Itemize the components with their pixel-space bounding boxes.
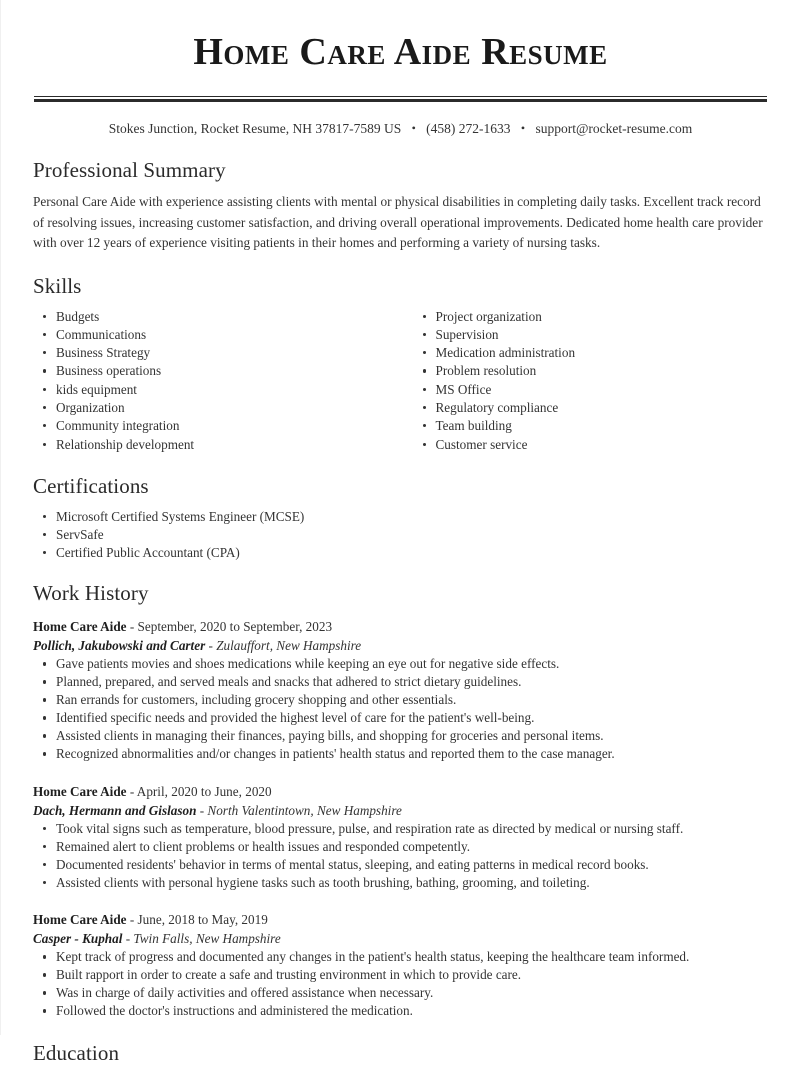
contact-email: support@rocket-resume.com xyxy=(535,121,693,136)
list-item: Built rapport in order to create a safe and trusting environment in which to provide care. xyxy=(33,966,768,984)
job-dates: June, 2018 to May, 2019 xyxy=(137,912,268,928)
list-item: Community integration xyxy=(33,417,401,435)
list-item: Communications xyxy=(33,326,401,344)
job-bullets-list xyxy=(33,655,768,763)
list-item: Ran errands for customers, including grocery shopping and other essentials. xyxy=(33,691,768,709)
list-item: Certified Public Accountant (CPA) xyxy=(33,544,768,562)
job-title-separator: - xyxy=(126,619,138,635)
list-item: kids equipment xyxy=(33,381,401,399)
list-item: ServSafe xyxy=(33,526,768,544)
job-title-line xyxy=(33,617,768,636)
skills-columns xyxy=(33,308,768,454)
job-company: Pollich, Jakubowski and Carter xyxy=(33,638,206,654)
skills-list-right xyxy=(413,308,769,454)
list-item: Microsoft Certified Systems Engineer (MCSE) xyxy=(33,508,768,526)
job-title-separator: - xyxy=(126,912,138,928)
job-title-separator: - xyxy=(126,783,137,799)
page-title: Home Care Aide Resume xyxy=(193,31,608,73)
list-item: Assisted clients with personal hygiene tasks such as tooth brushing, bathing, grooming, and toileting. xyxy=(33,874,768,892)
certifications-section xyxy=(33,474,768,562)
skills-column-left xyxy=(33,308,401,454)
list-item: Project organization xyxy=(413,308,769,326)
list-item: Supervision xyxy=(413,326,769,344)
list-item: Was in charge of daily activities and offered assistance when necessary. xyxy=(33,984,768,1002)
skills-section xyxy=(33,274,768,454)
list-item: Gave patients movies and shoes medications while keeping an eye out for negative side effects. xyxy=(33,655,768,673)
section-heading-skills: Skills xyxy=(33,273,82,298)
section-heading-certifications: Certifications xyxy=(33,473,149,498)
professional-summary-text: Personal Care Aide with experience assisting clients with mental or physical disabilities in completing daily tasks. Excellent track record of resolving issues, increasing customer satisfaction, and driving overall operational improvements. Dedicated home health care provider with over 12 years of experience visiting patients in their homes and performing a variety of nursing tasks. xyxy=(33,194,763,250)
contact-phone: (458) 272-1633 xyxy=(426,121,511,136)
job-dates: April, 2020 to June, 2020 xyxy=(136,783,272,799)
list-item: Identified specific needs and provided the highest level of care for the patient's well-being. xyxy=(33,709,768,727)
list-item: Relationship development xyxy=(33,436,401,454)
divider-thick-line xyxy=(34,99,767,102)
header-divider xyxy=(33,96,768,102)
contact-address: Stokes Junction, Rocket Resume, NH 37817-7589 US xyxy=(108,121,402,136)
job-title-line xyxy=(33,910,768,929)
job-company-separator: - xyxy=(196,802,208,818)
list-item: Business operations xyxy=(33,362,401,380)
list-item: Business Strategy xyxy=(33,344,401,362)
work-history-entry xyxy=(33,782,768,892)
section-heading-work-history: Work History xyxy=(33,581,149,606)
section-heading-professional-summary: Professional Summary xyxy=(33,158,226,182)
list-item: MS Office xyxy=(413,381,769,399)
section-heading-education: Education xyxy=(33,1040,120,1065)
job-title: Home Care Aide xyxy=(33,783,127,799)
job-title-line xyxy=(33,782,768,801)
list-item: Remained alert to client problems or health issues and responded competently. xyxy=(33,838,768,856)
list-item: Assisted clients in managing their finances, paying bills, and shopping for groceries and personal items. xyxy=(33,727,768,745)
job-bullets-list xyxy=(33,948,768,1020)
list-item: Problem resolution xyxy=(413,362,769,380)
education-section xyxy=(33,1041,768,1066)
work-history-entry xyxy=(33,910,768,1020)
list-item: Planned, prepared, and served meals and snacks that adhered to strict dietary guidelines. xyxy=(33,673,768,691)
job-bullets-list xyxy=(33,820,768,892)
list-item: Documented residents' behavior in terms of mental status, sleeping, and eating patterns in medical record books. xyxy=(33,856,768,874)
job-title: Home Care Aide xyxy=(33,912,127,928)
job-company-line xyxy=(33,636,768,655)
work-history-section xyxy=(33,581,768,1020)
list-item: Kept track of progress and documented any changes in the patient's health status, keeping the healthcare team informed. xyxy=(33,948,768,966)
list-item: Took vital signs such as temperature, blood pressure, pulse, and respiration rate as directed by medical or nursing staff. xyxy=(33,820,768,838)
work-history-entry xyxy=(33,617,768,763)
list-item: Recognized abnormalities and/or changes in patients' health status and reported them to the case manager. xyxy=(33,745,768,763)
list-item: Budgets xyxy=(33,308,401,326)
professional-summary-section xyxy=(33,158,768,254)
list-item: Organization xyxy=(33,399,401,417)
list-item: Regulatory compliance xyxy=(413,399,769,417)
job-company: Casper - Kuphal xyxy=(33,931,123,947)
job-company-separator: - xyxy=(205,638,217,654)
job-location: Zulauffort, New Hampshire xyxy=(216,638,362,654)
certifications-list xyxy=(33,508,768,562)
job-title: Home Care Aide xyxy=(33,619,127,635)
job-dates: September, 2020 to September, 2023 xyxy=(137,619,333,635)
skills-list-left xyxy=(33,308,401,454)
job-company-line xyxy=(33,801,768,820)
job-location: Twin Falls, New Hampshire xyxy=(133,931,281,947)
job-company-line xyxy=(33,929,768,948)
skills-column-right xyxy=(401,308,769,454)
list-item: Followed the doctor's instructions and administered the medication. xyxy=(33,1002,768,1020)
list-item: Team building xyxy=(413,417,769,435)
contact-separator-2: • xyxy=(520,121,526,135)
list-item: Medication administration xyxy=(413,344,769,362)
contact-info xyxy=(33,120,768,138)
job-location: North Valentintown, New Hampshire xyxy=(207,802,402,818)
list-item: Customer service xyxy=(413,436,769,454)
job-company: Dach, Hermann and Gislason xyxy=(33,802,197,818)
job-company-separator: - xyxy=(122,931,134,947)
contact-separator-1: • xyxy=(411,121,416,135)
